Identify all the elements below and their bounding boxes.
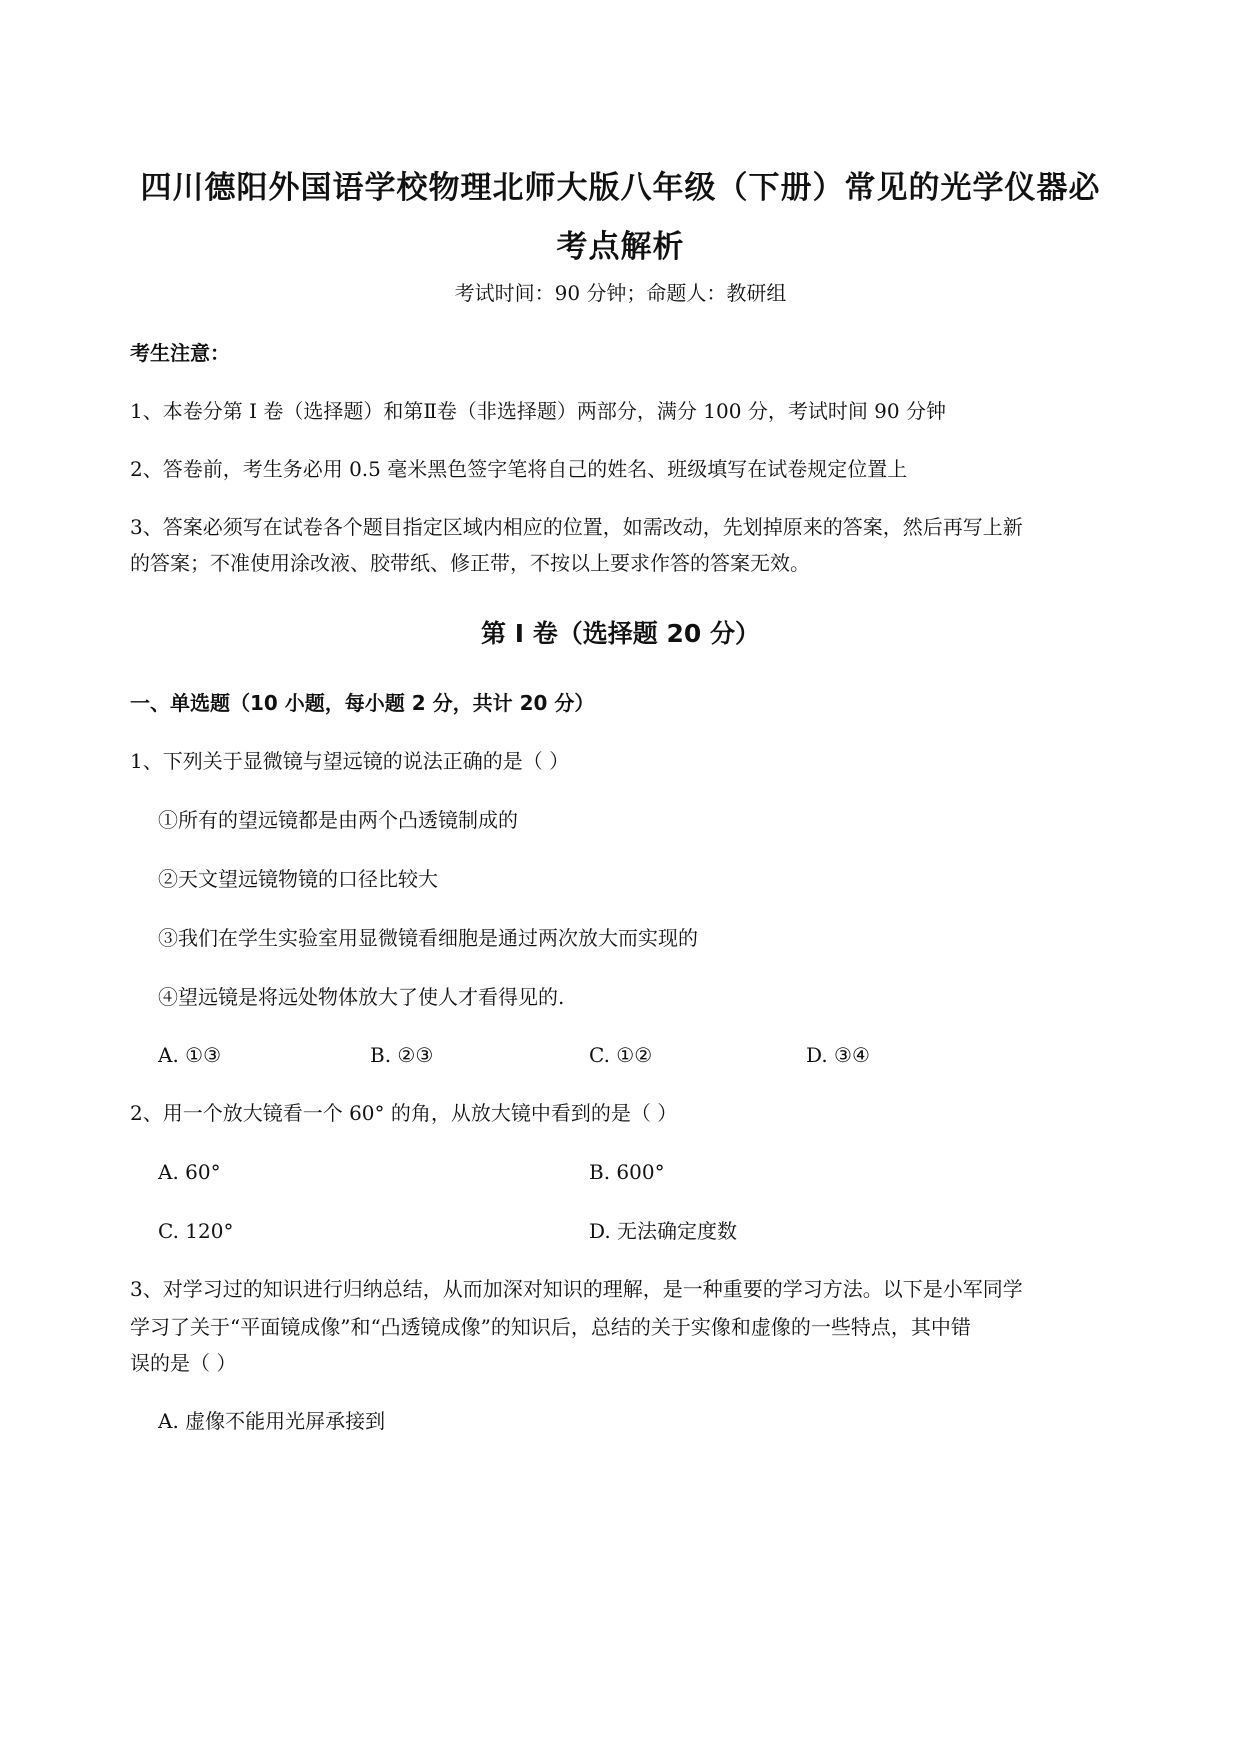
question-1-statement: ①所有的望远镜都是由两个凸透镜制成的 [158, 808, 518, 832]
question-3-option-a: A. 虚像不能用光屏承接到 [158, 1409, 386, 1433]
question-1-statement: ④望远镜是将远处物体放大了使人才看得见的. [158, 985, 565, 1009]
exam-meta: 考试时间：90 分钟；命题人：教研组 [454, 281, 787, 305]
question-3-stem-line: 3、对学习过的知识进行归纳总结，从而加深对知识的理解，是一种重要的学习方法。以下是小军同学 [130, 1277, 1023, 1301]
question-3-stem-line: 学习了关于“平面镜成像”和“凸透镜成像”的知识后，总结的关于实像和虚像的一些特点，其中错 [130, 1315, 971, 1339]
document-title-line-1: 四川德阳外国语学校物理北师大版八年级（下册）常见的光学仪器必 [140, 170, 1101, 206]
question-1-option-d: D. ③④ [806, 1043, 870, 1067]
document-title-line-2: 考点解析 [556, 229, 685, 265]
question-2-option-d: D. 无法确定度数 [589, 1219, 738, 1243]
question-2-option-a: A. 60° [158, 1160, 221, 1184]
notice-item: 3、答案必须写在试卷各个题目指定区域内相应的位置，如需改动，先划掉原来的答案，然后再写上新 [130, 515, 1023, 539]
question-1-statement: ③我们在学生实验室用显微镜看细胞是通过两次放大而实现的 [158, 926, 698, 950]
question-1-option-a: A. ①③ [158, 1043, 222, 1067]
question-1-option-b: B. ②③ [370, 1043, 434, 1067]
question-1-option-c: C. ①② [589, 1043, 653, 1067]
section-title: 第 I 卷（选择题 20 分） [481, 619, 760, 648]
notice-item: 1、本卷分第 I 卷（选择题）和第Ⅱ卷（非选择题）两部分，满分 100 分，考试时间 90 分钟 [130, 399, 946, 423]
question-2-option-b: B. 600° [589, 1160, 665, 1184]
notice-heading: 考生注意： [130, 341, 230, 365]
notice-item: 2、答卷前，考生务必用 0.5 毫米黑色签字笔将自己的姓名、班级填写在试卷规定位置上 [130, 457, 908, 481]
question-1-stem: 1、下列关于显微镜与望远镜的说法正确的是（ ） [130, 749, 570, 773]
question-2-stem: 2、用一个放大镜看一个 60° 的角，从放大镜中看到的是（ ） [130, 1101, 678, 1125]
question-2-option-c: C. 120° [158, 1219, 234, 1243]
question-3-stem-line: 误的是（ ） [130, 1351, 237, 1375]
notice-item-continued: 的答案；不准使用涂改液、胶带纸、修正带，不按以上要求作答的答案无效。 [130, 551, 810, 575]
question-1-statement: ②天文望远镜物镜的口径比较大 [158, 867, 438, 891]
part-heading: 一、单选题（10 小题，每小题 2 分，共计 20 分） [130, 691, 595, 715]
